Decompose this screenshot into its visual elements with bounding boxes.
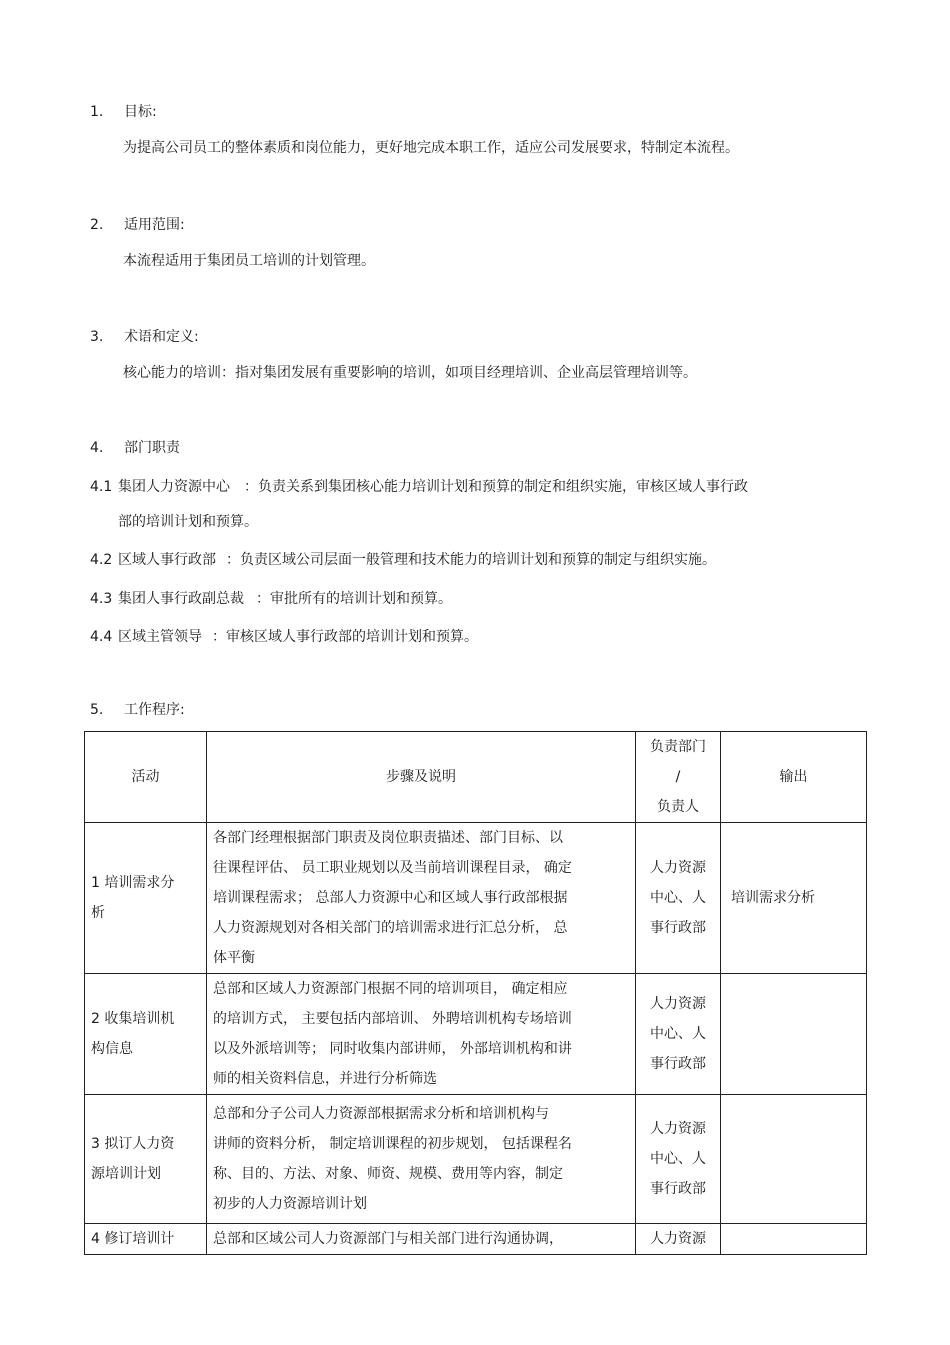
steps-line: 总部和区域人力资源部门根据不同的培训项目， 确定相应	[213, 981, 568, 997]
dept-line: 人力资源	[650, 1231, 706, 1247]
section-heading: 部门职责	[124, 440, 180, 456]
duty-desc: ：负责区域公司层面一般管理和技术能力的培训计划和预算的制定与组织实施。	[226, 552, 716, 568]
duty-name: 区域人事行政部	[118, 552, 216, 568]
section-heading: 工作程序:	[124, 702, 185, 718]
section-heading: 适用范围:	[124, 217, 185, 233]
activity-line: 析	[91, 905, 105, 921]
activity-line: 3 拟订人力资	[91, 1136, 175, 1152]
steps-line: 的培训方式， 主要包括内部培训、 外聘培训机构专场培训	[213, 1011, 572, 1027]
activity-line: 1 培训需求分	[91, 875, 175, 891]
section-number: 1.	[90, 104, 104, 120]
duty-text	[118, 477, 748, 497]
header-dept	[636, 732, 721, 823]
dept-line: 事行政部	[650, 1056, 706, 1072]
header-steps: 步骤及说明	[207, 732, 636, 823]
duty-desc: ：审批所有的培训计划和预算。	[256, 591, 452, 607]
activity-line: 构信息	[91, 1041, 133, 1057]
header-activity: 活动	[85, 732, 207, 823]
steps-cell	[207, 823, 636, 974]
dept-line: 人力资源	[650, 860, 706, 876]
dept-cell	[636, 1095, 721, 1224]
duty-name: 区域主管领导	[118, 629, 202, 645]
section-heading: 目标:	[124, 104, 157, 120]
dept-line: 中心、人	[650, 1151, 706, 1167]
steps-line: 人力资源规划对各相关部门的培训需求进行汇总分析， 总	[213, 920, 568, 936]
duty-name: 集团人事行政副总裁	[118, 591, 244, 607]
section-1-body: 为提高公司员工的整体素质和岗位能力，更好地完成本职工作，适应公司发展要求，特制定本流程。	[123, 140, 739, 156]
duty-number: 4.4	[90, 629, 113, 645]
steps-line: 总部和分子公司人力资源部根据需求分析和培训机构与	[213, 1106, 549, 1122]
steps-line: 培训课程需求； 总部人力资源中心和区域人事行政部根据	[213, 890, 568, 906]
output-cell	[721, 1095, 867, 1224]
section-heading: 术语和定义:	[124, 329, 199, 345]
dept-line: 中心、人	[650, 890, 706, 906]
activity-line: 源培训计划	[91, 1166, 161, 1182]
dept-line: 人力资源	[650, 996, 706, 1012]
activity-cell	[85, 823, 207, 974]
dept-cell	[636, 1224, 721, 1255]
procedure-table	[84, 731, 867, 1255]
duty-number: 4.3	[90, 591, 113, 607]
activity-line: 2 收集培训机	[91, 1011, 175, 1027]
output-cell: 培训需求分析	[721, 823, 867, 974]
header-dept-line: 负责部门	[650, 739, 706, 755]
header-output: 输出	[721, 732, 867, 823]
table-row	[85, 1095, 867, 1224]
steps-line: 讲师的资料分析， 制定培训课程的初步规划， 包括课程名	[213, 1136, 572, 1152]
steps-line: 往课程评估、 员工职业规划以及当前培训课程目录， 确定	[213, 860, 572, 876]
steps-cell	[207, 974, 636, 1095]
duty-number: 4.1	[90, 479, 113, 495]
dept-line: 事行政部	[650, 920, 706, 936]
section-number: 4.	[90, 440, 104, 456]
steps-line: 称、目的、方法、对象、师资、规模、费用等内容，制定	[213, 1166, 563, 1182]
dept-line: 中心、人	[650, 1026, 706, 1042]
dept-cell	[636, 974, 721, 1095]
dept-line: 事行政部	[650, 1181, 706, 1197]
section-2-body: 本流程适用于集团员工培训的计划管理。	[123, 253, 375, 269]
duty-desc-continued: 部的培训计划和预算。	[118, 514, 258, 530]
header-dept-line: /	[675, 769, 681, 785]
section-number: 2.	[90, 217, 104, 233]
steps-line: 以及外派培训等； 同时收集内部讲师， 外部培训机构和讲	[213, 1041, 572, 1057]
table-row	[85, 1224, 867, 1255]
steps-line: 初步的人力资源培训计划	[213, 1196, 367, 1212]
activity-cell	[85, 1095, 207, 1224]
duty-desc: ：负责关系到集团核心能力培训计划和预算的制定和组织实施，审核区域人事行政	[244, 479, 748, 495]
duty-desc: ：审核区域人事行政部的培训计划和预算。	[212, 629, 478, 645]
steps-line: 体平衡	[213, 950, 255, 966]
table-row	[85, 974, 867, 1095]
duty-text	[118, 589, 452, 609]
section-number: 5.	[90, 702, 104, 718]
steps-cell	[207, 1224, 636, 1255]
steps-line: 总部和区域公司人力资源部门与相关部门进行沟通协调，	[213, 1231, 563, 1247]
output-cell	[721, 974, 867, 1095]
steps-cell	[207, 1095, 636, 1224]
dept-line: 人力资源	[650, 1121, 706, 1137]
steps-line: 师的相关资料信息，并进行分析筛选	[213, 1071, 437, 1087]
table-row	[85, 823, 867, 974]
duty-number: 4.2	[90, 552, 113, 568]
table-header-row	[85, 732, 867, 823]
dept-cell	[636, 823, 721, 974]
header-dept-line: 负责人	[657, 799, 699, 815]
activity-line: 4 修订培训计	[91, 1231, 175, 1247]
duty-text	[118, 627, 478, 647]
duty-name: 集团人力资源中心	[118, 479, 230, 495]
activity-cell	[85, 1224, 207, 1255]
section-3-body: 核心能力的培训：指对集团发展有重要影响的培训，如项目经理培训、企业高层管理培训等。	[123, 365, 697, 381]
steps-line: 各部门经理根据部门职责及岗位职责描述、部门目标、以	[213, 830, 563, 846]
section-number: 3.	[90, 329, 104, 345]
output-cell	[721, 1224, 867, 1255]
activity-cell	[85, 974, 207, 1095]
duty-text	[118, 550, 716, 570]
